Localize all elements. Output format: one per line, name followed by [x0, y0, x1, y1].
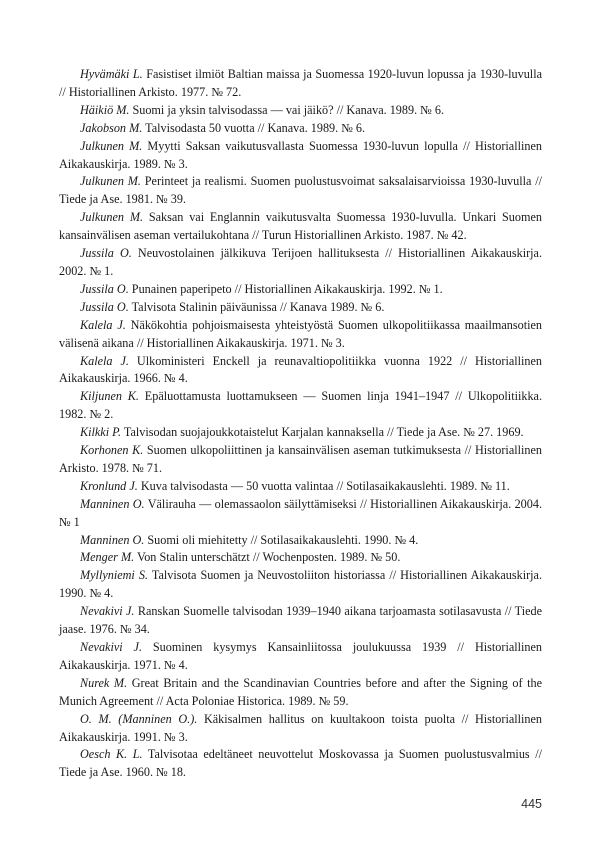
- entry-reference: Käkisalmen hallitus on kuultakoon toista puolta // Historiallinen Aikakauskirja. 1991. № 3.: [59, 711, 543, 744]
- entry-reference: Von Stalin unterschätzt // Wochenposten. 1989. № 50.: [134, 550, 401, 565]
- entry-author: Nurek M.: [80, 675, 128, 690]
- entry-author: Jakobson M.: [80, 120, 143, 135]
- bibliography-entry: [59, 120, 542, 138]
- bibliography-entry: [59, 173, 542, 209]
- entry-reference: Perinteet ja realismi. Suomen puolustusvoimat saksalaisarvioissa 1930-luvulla // Tiede ja Ase. 1981. № 39.: [59, 174, 542, 207]
- entry-reference: Talvisotaa edeltäneet neuvottelut Moskovassa ja Suomen puolustusvalmius // Tiede ja Ase. 1960. № 18.: [59, 747, 542, 780]
- bibliography-entry: [59, 639, 542, 675]
- bibliography-entry: [59, 424, 542, 442]
- bibliography-entry: [59, 442, 542, 478]
- entry-author: Oesch K. L.: [80, 747, 143, 762]
- bibliography-entry: [59, 675, 542, 711]
- bibliography-entry: [59, 138, 542, 174]
- entry-reference: Great Britain and the Scandinavian Countries before and after the Signing of the Munich Agreement // Acta Poloniae Historica. 1989. № 59.: [59, 675, 543, 708]
- entry-reference: Talvisodan suojajoukkotaistelut Karjalan kannaksella // Tiede ja Ase. № 27. 1969.: [121, 425, 524, 440]
- entry-author: Jussila O.: [80, 281, 129, 296]
- bibliography-entry: [59, 567, 542, 603]
- entry-reference: Suomen ulkopoliittinen ja kansainvälisen aseman tutkimuksesta // Historiallinen Arkisto. 1978. № 71.: [59, 443, 542, 475]
- entry-reference: Punainen paperipeto // Historiallinen Aikakauskirja. 1992. № 1.: [128, 281, 443, 296]
- bibliography-entry: [59, 746, 542, 782]
- entry-author: Häikiö M.: [80, 102, 130, 117]
- entry-reference: Talvisodasta 50 vuotta // Kanava. 1989. № 6.: [142, 120, 366, 135]
- bibliography-entry: [59, 102, 542, 120]
- entry-reference: Suominen kysymys Kansainliitossa joulukuussa 1939 // Historiallinen Aikakauskirja. 1971. № 4.: [59, 640, 542, 672]
- entry-author: Menger M.: [80, 550, 135, 565]
- entry-author: Nevakivi J.: [80, 604, 135, 619]
- bibliography-entry: [59, 353, 542, 389]
- entry-reference: Suomi ja yksin talvisodassa — vai jäikö? // Kanava. 1989. № 6.: [129, 102, 444, 117]
- bibliography-entry: [59, 478, 542, 496]
- bibliography-entry: [59, 317, 542, 353]
- entry-reference: Ranskan Suomelle talvisodan 1939–1940 aikana tarjoamasta sotilasavusta // Tiede jaase. 1976. № 34.: [59, 604, 542, 637]
- bibliography-entry: [59, 299, 542, 317]
- entry-author: Kronlund J.: [80, 478, 138, 493]
- bibliography-entry: [59, 532, 542, 550]
- entry-author: Manninen O.: [80, 532, 145, 547]
- entry-author: Kilkki P.: [80, 425, 122, 440]
- entry-author: Hyvämäki L.: [80, 67, 143, 81]
- entry-reference: Myytti Saksan vaikutusvallasta Suomessa 1930-luvun lopulla // Historiallinen Aikakauskirja. 1989. № 3.: [59, 138, 542, 171]
- entry-author: Jussila O.: [80, 246, 132, 261]
- bibliography-entry: [59, 209, 542, 245]
- entry-author: Jussila O.: [80, 299, 129, 314]
- entry-reference: Saksan vai Englannin vaikutusvalta Suomessa 1930-luvulla. Unkari Suomen kansainvälisen aseman vertailukohtana // Turun Historiallinen Arkisto. 1987. № 42.: [59, 210, 542, 243]
- entry-author: Kiljunen K.: [80, 389, 139, 404]
- bibliography-entry: [59, 711, 542, 747]
- entry-author: Julkunen M.: [80, 174, 141, 189]
- entry-reference: Epäluottamusta luottamukseen — Suomen linja 1941–1947 // Ulkopolitiikka. 1982. № 2.: [59, 389, 542, 422]
- bibliography-entry: [59, 388, 542, 424]
- bibliography-entry: [59, 549, 542, 567]
- entry-author: Kalela J.: [80, 317, 126, 332]
- entry-author: Julkunen M.: [80, 210, 144, 225]
- entry-reference: Neuvostolainen jälkikuva Terijoen hallituksesta // Historiallinen Aikakauskirja. 2002. № 1.: [59, 246, 543, 278]
- bibliography-list: [59, 66, 542, 782]
- entry-author: Nevakivi J.: [80, 640, 142, 654]
- page-number: 445: [521, 797, 542, 811]
- bibliography-entry: [59, 496, 542, 532]
- entry-author: Myllyniemi S.: [80, 568, 149, 583]
- entry-reference: Näkökohtia pohjoismaisesta yhteistyöstä Suomen ulkopolitiikassa maailmansotien välisenä aikana // Historiallinen Aikakauskirja. 1971. № 3.: [59, 317, 542, 350]
- bibliography-entry: [59, 66, 542, 102]
- entry-author: Manninen O.: [80, 496, 145, 511]
- entry-reference: Välirauha — olemassaolon säilyttämiseksi // Historiallinen Aikakauskirja. 2004. № 1: [59, 496, 543, 529]
- entry-author: Julkunen M.: [80, 138, 143, 153]
- bibliography-entry: [59, 245, 542, 281]
- entry-author: O. M. (Manninen O.).: [80, 711, 198, 726]
- entry-reference: Kuva talvisodasta — 50 vuotta valintaa // Sotilasaikakauslehti. 1989. № 11.: [137, 478, 510, 493]
- entry-author: Kalela J.: [80, 353, 129, 368]
- entry-reference: Fasistiset ilmiöt Baltian maissa ja Suomessa 1920-luvun lopussa ja 1930-luvulla // Historiallinen Arkisto. 1977. № 72.: [59, 67, 542, 99]
- entry-author: Korhonen K.: [80, 443, 144, 458]
- entry-reference: Talvisota Suomen ja Neuvostoliiton historiassa // Historiallinen Aikakauskirja. 1990. № 4.: [59, 568, 542, 601]
- bibliography-entry: [59, 603, 542, 639]
- entry-reference: Talvisota Stalinin päiväunissa // Kanava 1989. № 6.: [128, 299, 385, 314]
- bibliography-entry: [59, 281, 542, 299]
- entry-reference: Ulkoministeri Enckell ja reunavaltiopolitiikka vuonna 1922 // Historiallinen Aikakauskirja. 1966. № 4.: [59, 353, 542, 386]
- entry-reference: Suomi oli miehitetty // Sotilasaikakauslehti. 1990. № 4.: [144, 532, 419, 547]
